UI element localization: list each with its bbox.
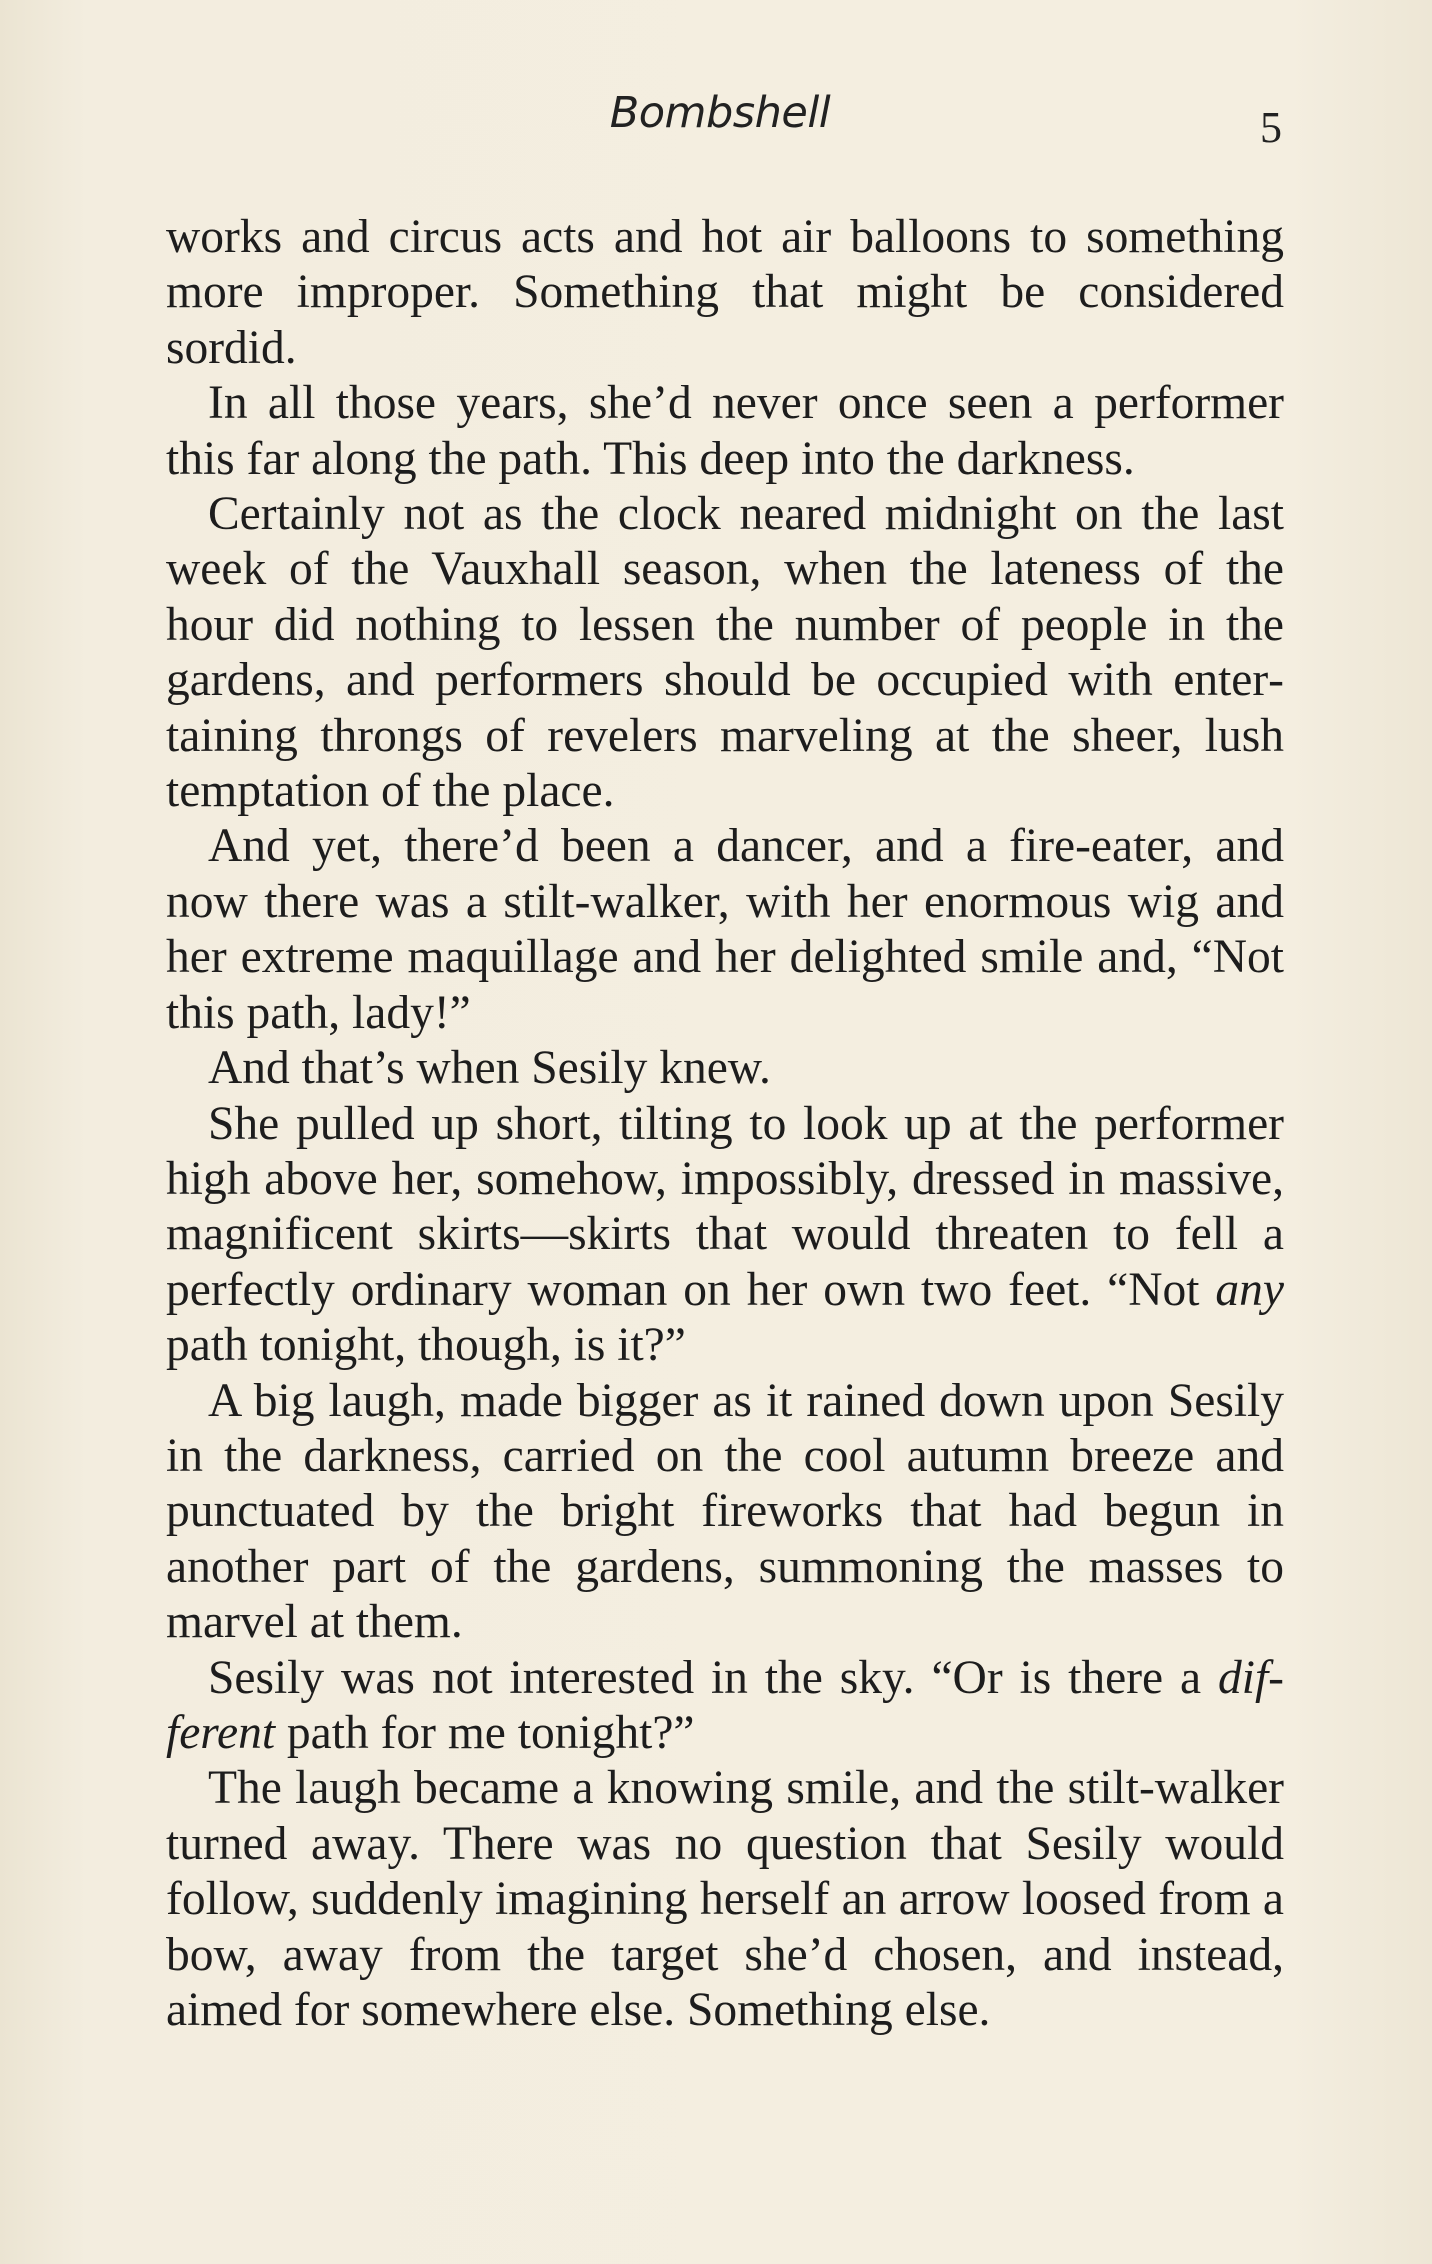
- running-title: Bombshell: [609, 88, 831, 138]
- page-number: 5: [1260, 103, 1282, 152]
- running-head: [0, 88, 1432, 152]
- paragraph: [166, 1651, 1284, 1762]
- paragraph: In all those years, she’d never once seen a performer this far along the path. This deep into the darkness.: [166, 377, 1284, 485]
- paragraph-text: She pulled up short, tilting to look up at the performer high above her, somehow, impossibly, dressed in massive, magnificent skirts—skirts that would threaten to fell a perfectly ordinary woman on her own two feet. “Not: [166, 1097, 1284, 1316]
- paragraph: And yet, there’d been a dancer, and a fire-eater, and now there was a stilt-walker, with her enormous wig and her extreme maquillage and her delighted smile and, “Not this path, lady!”: [166, 820, 1284, 1039]
- paragraph: A big laugh, made bigger as it rained down upon Sesily in the darkness, carried on the cool autumn breeze and punctuated by the bright fireworks that had begun in another part of the gardens, summoning the masses to marvel at them.: [166, 1374, 1284, 1649]
- paragraph-text: path tonight, though, is it?”: [166, 1319, 686, 1372]
- emphasis-text: different: [166, 1651, 1284, 1759]
- paragraph: works and circus acts and hot air balloons to something more improper. Something that might be considered sordid.: [166, 211, 1284, 374]
- paragraph: The laugh became a knowing smile, and the stilt-walker turned away. There was no question that Sesily would follow, suddenly imagining herself an arrow loosed from a bow, away from the target she’d chosen, and instead, aimed for somewhere else. Something else.: [166, 1762, 1284, 2036]
- paragraph: [166, 1097, 1284, 1374]
- paragraph: And that’s when Sesily knew.: [208, 1042, 771, 1095]
- paragraph-text: Sesily was not interested in the sky. “Or is there a: [208, 1651, 1219, 1704]
- emphasis-text: any: [1215, 1263, 1284, 1316]
- body-text: [166, 210, 1284, 2038]
- paragraph-text: path for me tonight?”: [275, 1706, 695, 1759]
- paragraph: Certainly not as the clock neared midnight on the last week of the Vauxhall season, when the lateness of the hour did nothing to lessen the number of people in the gardens, and performers should be occupied with entertaining throngs of revelers marveling at the sheer, lush temptation of the place.: [166, 488, 1284, 818]
